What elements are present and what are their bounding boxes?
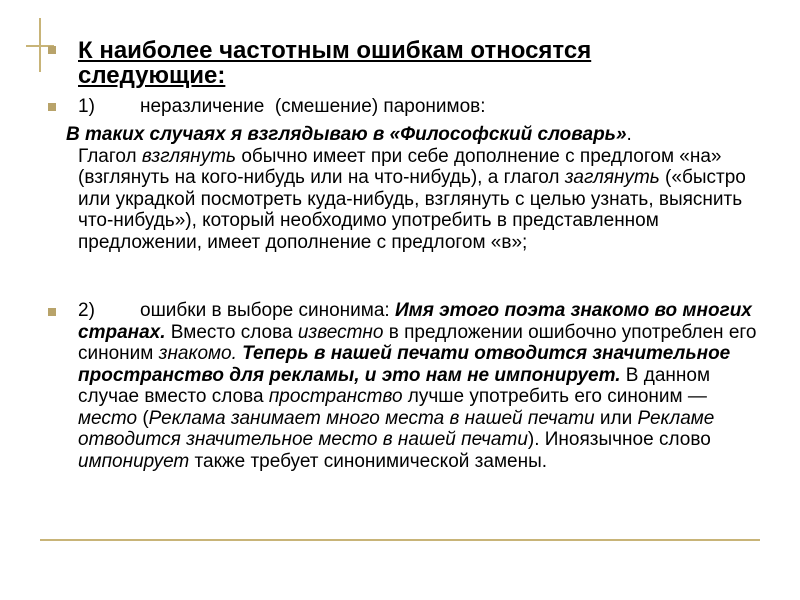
text-span: также требует синонимической замены. bbox=[189, 450, 547, 472]
italic-phrase: Рекламе отводится значительное место в нашей печати bbox=[78, 407, 715, 450]
bullet-icon bbox=[48, 46, 56, 54]
heading-line-2: следующие: bbox=[78, 62, 226, 89]
text-span: Глагол bbox=[78, 145, 142, 167]
text-span: ( bbox=[137, 407, 149, 429]
text-span: обычно имеет при себе дополнение с предлогом «на» (взглянуть на кого-нибудь или на что-нибудь), а глагол bbox=[78, 145, 722, 188]
italic-word: знакомо. bbox=[158, 343, 237, 364]
example-sentence: Теперь в нашей печати отводится значительное пространство для рекламы, и это нам не импонирует. bbox=[78, 343, 731, 386]
text-span: в предложении ошибочно употреблен его синоним bbox=[78, 321, 757, 364]
text-span: лучше употребить его синоним — bbox=[402, 386, 707, 407]
text-span: ошибки в выборе синонима: bbox=[140, 300, 395, 321]
italic-word: известно bbox=[297, 321, 384, 343]
explanation-text bbox=[66, 146, 766, 254]
italic-word: место bbox=[78, 407, 138, 429]
example-sentence: Имя этого поэта знакомо во многих странах. bbox=[78, 300, 752, 343]
italic-word: пространство bbox=[268, 386, 403, 407]
text-span: («быстро или украдкой посмотреть куда-нибудь, взглянуть с целью узнать, выяснить что-нибудь»), который необходимо употребить в представленном предложении, имеет дополнение с предлогом «в»; bbox=[78, 167, 746, 253]
item-number: 2) bbox=[78, 300, 95, 321]
italic-word: заглянуть bbox=[564, 167, 660, 188]
item-number: 1) bbox=[78, 96, 95, 117]
italic-phrase: Реклама занимает много места в нашей печати bbox=[148, 407, 595, 429]
bullet-icon bbox=[48, 103, 56, 111]
text-span: ). Иноязычное слово bbox=[527, 429, 711, 450]
list-item-2 bbox=[78, 300, 758, 472]
slide-heading bbox=[78, 38, 678, 88]
list-item-1 bbox=[78, 96, 486, 118]
heading-line-1: К наиболее частотным ошибкам относятся bbox=[78, 37, 592, 64]
text-span: Вместо слова bbox=[165, 321, 298, 343]
text-span: или bbox=[594, 407, 638, 429]
bullet-icon bbox=[48, 308, 56, 316]
decorative-bottom-line bbox=[40, 539, 760, 541]
paragraph-paronyms bbox=[66, 124, 766, 253]
text-span: В данном случае вместо слова bbox=[78, 364, 711, 407]
punctuation: . bbox=[626, 124, 632, 145]
item-text: неразличение (смешение) паронимов: bbox=[140, 96, 486, 117]
italic-word: взглянуть bbox=[141, 145, 237, 167]
example-sentence: В таких случаях я взглядываю в «Философский словарь» bbox=[66, 124, 627, 145]
italic-word: импонирует bbox=[78, 450, 190, 472]
